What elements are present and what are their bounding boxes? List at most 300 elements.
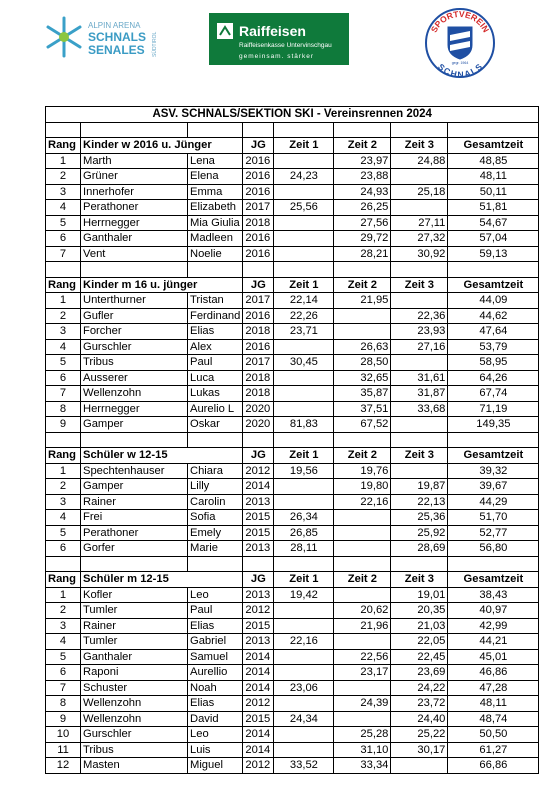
year-cell: 2016 (243, 169, 274, 185)
zeit3-header: Zeit 3 (391, 138, 448, 154)
zeit3-cell (391, 200, 448, 216)
table-row (46, 355, 539, 371)
total-cell: 48,11 (448, 169, 539, 185)
lastname-cell: Marth (81, 153, 188, 169)
zeit1-cell: 26,34 (274, 510, 334, 526)
total-cell: 54,67 (448, 215, 539, 231)
sv-bottom: SCHNALS (436, 61, 484, 79)
zeit3-cell: 27,16 (391, 339, 448, 355)
lastname-cell: Frei (81, 510, 188, 526)
year-cell: 2013 (243, 587, 274, 603)
zeit2-cell: 23,17 (334, 665, 391, 681)
total-cell: 61,27 (448, 742, 539, 758)
empty-cell (334, 122, 391, 138)
page-title: ASV. SCHNALS/SEKTION SKI - Vereinsrennen 2024 (46, 107, 539, 123)
firstname-cell: Oskar (188, 417, 243, 433)
total-cell: 56,80 (448, 541, 539, 557)
table-row (46, 525, 539, 541)
table-row (46, 618, 539, 634)
zeit2-cell: 19,80 (334, 479, 391, 495)
rank-cell: 5 (46, 525, 81, 541)
jg-header: JG (243, 138, 274, 154)
zeit1-cell (274, 153, 334, 169)
rank-cell: 7 (46, 680, 81, 696)
zeit1-cell (274, 603, 334, 619)
total-cell: 44,29 (448, 494, 539, 510)
rank-cell: 3 (46, 618, 81, 634)
zeit2-cell: 28,21 (334, 246, 391, 262)
lastname-cell: Wellenzohn (81, 711, 188, 727)
total-cell: 51,81 (448, 200, 539, 216)
year-cell: 2013 (243, 541, 274, 557)
total-cell: 44,62 (448, 308, 539, 324)
total-cell: 57,04 (448, 231, 539, 247)
zeit2-cell (334, 634, 391, 650)
zeit3-cell: 24,88 (391, 153, 448, 169)
firstname-cell: Noah (188, 680, 243, 696)
zeit2-cell: 27,56 (334, 215, 391, 231)
total-cell: 64,26 (448, 370, 539, 386)
zeit2-header: Zeit 2 (334, 572, 391, 588)
lastname-cell: Gorfer (81, 541, 188, 557)
year-cell: 2016 (243, 184, 274, 200)
total-cell: 71,19 (448, 401, 539, 417)
zeit3-cell: 22,36 (391, 308, 448, 324)
total-cell: 38,43 (448, 587, 539, 603)
total-cell: 40,97 (448, 603, 539, 619)
rank-cell: 10 (46, 727, 81, 743)
firstname-cell: Emely (188, 525, 243, 541)
rank-cell: 1 (46, 293, 81, 309)
table-row (46, 680, 539, 696)
zeit1-cell (274, 215, 334, 231)
rank-cell: 2 (46, 169, 81, 185)
title-row (46, 107, 539, 123)
table-row (46, 696, 539, 712)
rank-cell: 1 (46, 587, 81, 603)
table-row (46, 324, 539, 340)
empty-cell (243, 262, 274, 278)
raiffeisen-bank: Raiffeisenkasse Untervinschgau (239, 42, 332, 49)
zeit2-cell: 33,34 (334, 758, 391, 774)
lastname-cell: Gamper (81, 479, 188, 495)
rank-cell: 5 (46, 649, 81, 665)
zeit3-cell: 24,40 (391, 711, 448, 727)
zeit1-cell (274, 696, 334, 712)
spacer-row (46, 122, 539, 138)
empty-cell (274, 262, 334, 278)
zeit1-cell: 24,23 (274, 169, 334, 185)
table-row (46, 246, 539, 262)
firstname-cell: Elizabeth (188, 200, 243, 216)
table-row (46, 169, 539, 185)
raiffeisen-logo (209, 13, 349, 65)
zeit2-header: Zeit 2 (334, 448, 391, 464)
raiffeisen-name: Raiffeisen (239, 23, 306, 39)
lastname-cell: Perathoner (81, 525, 188, 541)
group-header-row (46, 138, 539, 154)
zeit2-cell (334, 510, 391, 526)
total-cell: 39,32 (448, 463, 539, 479)
zeit3-cell: 22,45 (391, 649, 448, 665)
jg-header: JG (243, 277, 274, 293)
year-cell: 2016 (243, 231, 274, 247)
empty-cell (274, 122, 334, 138)
firstname-cell: Paul (188, 603, 243, 619)
category-title: Schüler m 12-15 (81, 572, 243, 588)
zeit3-cell: 31,87 (391, 386, 448, 402)
zeit2-cell: 35,87 (334, 386, 391, 402)
zeit3-cell: 25,22 (391, 727, 448, 743)
rang-header: Rang (46, 138, 81, 154)
sv-year: gegr. 1964 (451, 61, 469, 65)
zeit3-cell (391, 758, 448, 774)
empty-cell (46, 556, 81, 572)
lastname-cell: Masten (81, 758, 188, 774)
firstname-cell: Alex (188, 339, 243, 355)
empty-cell (274, 432, 334, 448)
zeit2-cell: 31,10 (334, 742, 391, 758)
zeit2-cell: 24,93 (334, 184, 391, 200)
zeit3-cell: 23,72 (391, 696, 448, 712)
empty-cell (46, 262, 81, 278)
zeit2-cell: 22,16 (334, 494, 391, 510)
year-cell: 2017 (243, 355, 274, 371)
lastname-cell: Perathoner (81, 200, 188, 216)
zeit1-cell: 25,56 (274, 200, 334, 216)
group-header-row (46, 448, 539, 464)
lastname-cell: Schuster (81, 680, 188, 696)
empty-cell (391, 432, 448, 448)
year-cell: 2015 (243, 525, 274, 541)
empty-cell (81, 262, 188, 278)
lastname-cell: Ganthaler (81, 231, 188, 247)
table-row (46, 587, 539, 603)
firstname-cell: Mia Giulia (188, 215, 243, 231)
total-header: Gesamtzeit (448, 138, 539, 154)
empty-cell (81, 432, 188, 448)
rang-header: Rang (46, 572, 81, 588)
zeit3-cell (391, 169, 448, 185)
table-row (46, 339, 539, 355)
empty-cell (448, 556, 539, 572)
zeit3-cell: 30,17 (391, 742, 448, 758)
rank-cell: 8 (46, 401, 81, 417)
year-cell: 2018 (243, 386, 274, 402)
table-row (46, 231, 539, 247)
zeit1-cell (274, 665, 334, 681)
zeit1-cell: 22,14 (274, 293, 334, 309)
year-cell: 2014 (243, 665, 274, 681)
firstname-cell: Paul (188, 355, 243, 371)
empty-cell (46, 432, 81, 448)
year-cell: 2020 (243, 417, 274, 433)
rank-cell: 3 (46, 324, 81, 340)
total-cell: 47,64 (448, 324, 539, 340)
zeit1-cell (274, 339, 334, 355)
zeit2-cell: 24,39 (334, 696, 391, 712)
zeit3-cell: 23,93 (391, 324, 448, 340)
year-cell: 2018 (243, 324, 274, 340)
lastname-cell: Grüner (81, 169, 188, 185)
zeit3-cell: 24,22 (391, 680, 448, 696)
year-cell: 2016 (243, 308, 274, 324)
lastname-cell: Ganthaler (81, 649, 188, 665)
firstname-cell: Luca (188, 370, 243, 386)
year-cell: 2017 (243, 200, 274, 216)
lastname-cell: Rainer (81, 618, 188, 634)
group-header-row (46, 277, 539, 293)
zeit2-cell: 32,65 (334, 370, 391, 386)
empty-cell (391, 122, 448, 138)
empty-cell (81, 556, 188, 572)
total-cell: 39,67 (448, 479, 539, 495)
lastname-cell: Tumler (81, 603, 188, 619)
year-cell: 2016 (243, 153, 274, 169)
total-cell: 53,79 (448, 339, 539, 355)
category-title: Kinder m 16 u. jünger (81, 277, 243, 293)
jg-header: JG (243, 572, 274, 588)
table-row (46, 184, 539, 200)
total-cell: 45,01 (448, 649, 539, 665)
firstname-cell: Leo (188, 587, 243, 603)
zeit2-cell: 23,88 (334, 169, 391, 185)
zeit3-cell: 27,11 (391, 215, 448, 231)
zeit3-cell (391, 417, 448, 433)
zeit1-cell: 33,52 (274, 758, 334, 774)
zeit3-cell: 19,01 (391, 587, 448, 603)
table-row (46, 463, 539, 479)
firstname-cell: Gabriel (188, 634, 243, 650)
zeit2-cell (334, 587, 391, 603)
rank-cell: 1 (46, 153, 81, 169)
table-row (46, 417, 539, 433)
zeit3-cell: 33,68 (391, 401, 448, 417)
firstname-cell: Lilly (188, 479, 243, 495)
zeit2-cell: 67,52 (334, 417, 391, 433)
lastname-cell: Wellenzohn (81, 386, 188, 402)
rank-cell: 6 (46, 231, 81, 247)
total-header: Gesamtzeit (448, 572, 539, 588)
year-cell: 2013 (243, 494, 274, 510)
zeit1-header: Zeit 1 (274, 448, 334, 464)
zeit1-cell: 22,16 (274, 634, 334, 650)
firstname-cell: Emma (188, 184, 243, 200)
total-cell: 50,50 (448, 727, 539, 743)
rank-cell: 5 (46, 215, 81, 231)
zeit1-cell: 19,56 (274, 463, 334, 479)
rank-cell: 2 (46, 479, 81, 495)
table-row (46, 758, 539, 774)
empty-cell (188, 262, 243, 278)
zeit2-cell: 26,63 (334, 339, 391, 355)
table-row (46, 711, 539, 727)
firstname-cell: Marie (188, 541, 243, 557)
raiffeisen-gable-icon (217, 23, 233, 39)
zeit3-cell: 30,92 (391, 246, 448, 262)
zeit1-cell (274, 479, 334, 495)
zeit2-cell: 37,51 (334, 401, 391, 417)
zeit3-cell: 25,18 (391, 184, 448, 200)
table-row (46, 200, 539, 216)
empty-cell (188, 432, 243, 448)
firstname-cell: Samuel (188, 649, 243, 665)
firstname-cell: Noelie (188, 246, 243, 262)
firstname-cell: Elias (188, 696, 243, 712)
total-cell: 44,21 (448, 634, 539, 650)
rank-cell: 5 (46, 355, 81, 371)
firstname-cell: Ferdinand (188, 308, 243, 324)
rank-cell: 2 (46, 308, 81, 324)
rank-cell: 6 (46, 370, 81, 386)
sportverein-logo (424, 7, 496, 79)
total-cell: 48,74 (448, 711, 539, 727)
firstname-cell: Madleen (188, 231, 243, 247)
zeit3-cell: 20,35 (391, 603, 448, 619)
lastname-cell: Herrnegger (81, 215, 188, 231)
zeit1-cell: 24,34 (274, 711, 334, 727)
zeit1-header: Zeit 1 (274, 572, 334, 588)
table-row (46, 649, 539, 665)
zeit2-cell (334, 308, 391, 324)
firstname-cell: Elias (188, 324, 243, 340)
year-cell: 2016 (243, 246, 274, 262)
empty-cell (448, 262, 539, 278)
lastname-cell: Vent (81, 246, 188, 262)
arena-line1: ALPIN ARENA (88, 21, 141, 30)
category-title: Kinder w 2016 u. Jünger (81, 138, 243, 154)
zeit2-cell (334, 324, 391, 340)
firstname-cell: Lena (188, 153, 243, 169)
year-cell: 2015 (243, 510, 274, 526)
lastname-cell: Gufler (81, 308, 188, 324)
firstname-cell: Aurelio L (188, 401, 243, 417)
table-row (46, 541, 539, 557)
year-cell: 2020 (243, 401, 274, 417)
rank-cell: 7 (46, 246, 81, 262)
raiffeisen-slogan: gemeinsam. stärker (239, 53, 315, 60)
rank-cell: 7 (46, 386, 81, 402)
year-cell: 2016 (243, 339, 274, 355)
year-cell: 2014 (243, 479, 274, 495)
spacer-row (46, 262, 539, 278)
rank-cell: 4 (46, 634, 81, 650)
total-cell: 51,70 (448, 510, 539, 526)
zeit3-cell: 23,69 (391, 665, 448, 681)
total-cell: 46,86 (448, 665, 539, 681)
zeit1-cell: 22,26 (274, 308, 334, 324)
zeit2-cell (334, 541, 391, 557)
zeit2-header: Zeit 2 (334, 138, 391, 154)
zeit2-cell: 21,95 (334, 293, 391, 309)
year-cell: 2017 (243, 293, 274, 309)
total-cell: 59,13 (448, 246, 539, 262)
zeit3-cell: 28,69 (391, 541, 448, 557)
zeit1-header: Zeit 1 (274, 277, 334, 293)
rank-cell: 6 (46, 541, 81, 557)
zeit2-header: Zeit 2 (334, 277, 391, 293)
firstname-cell: Aurellio (188, 665, 243, 681)
zeit1-cell (274, 494, 334, 510)
total-cell: 50,11 (448, 184, 539, 200)
total-cell: 42,99 (448, 618, 539, 634)
zeit2-cell: 20,62 (334, 603, 391, 619)
empty-cell (448, 122, 539, 138)
zeit1-cell: 23,71 (274, 324, 334, 340)
empty-cell (243, 432, 274, 448)
rank-cell: 4 (46, 339, 81, 355)
total-cell: 52,77 (448, 525, 539, 541)
empty-cell (243, 556, 274, 572)
table-row (46, 215, 539, 231)
zeit3-cell (391, 293, 448, 309)
alpin-arena-logo (44, 12, 164, 62)
empty-cell (81, 122, 188, 138)
table-row (46, 153, 539, 169)
zeit1-cell: 81,83 (274, 417, 334, 433)
total-cell: 48,85 (448, 153, 539, 169)
zeit3-cell: 25,36 (391, 510, 448, 526)
zeit1-header: Zeit 1 (274, 138, 334, 154)
table-row (46, 293, 539, 309)
empty-cell (334, 556, 391, 572)
zeit3-cell: 27,32 (391, 231, 448, 247)
empty-cell (334, 262, 391, 278)
empty-cell (334, 432, 391, 448)
year-cell: 2014 (243, 727, 274, 743)
year-cell: 2015 (243, 618, 274, 634)
zeit1-cell (274, 386, 334, 402)
zeit3-cell: 22,13 (391, 494, 448, 510)
lastname-cell: Tribus (81, 355, 188, 371)
lastname-cell: Kofler (81, 587, 188, 603)
table-row (46, 634, 539, 650)
empty-cell (243, 122, 274, 138)
zeit2-cell: 21,96 (334, 618, 391, 634)
total-cell: 66,86 (448, 758, 539, 774)
empty-cell (188, 556, 243, 572)
firstname-cell: Lukas (188, 386, 243, 402)
lastname-cell: Gurschler (81, 727, 188, 743)
table-row (46, 308, 539, 324)
year-cell: 2015 (243, 711, 274, 727)
arena-line2: SCHNALS (88, 30, 147, 44)
empty-cell (391, 262, 448, 278)
zeit3-header: Zeit 3 (391, 448, 448, 464)
zeit1-cell (274, 401, 334, 417)
lastname-cell: Tribus (81, 742, 188, 758)
zeit1-cell: 30,45 (274, 355, 334, 371)
total-cell: 48,11 (448, 696, 539, 712)
year-cell: 2018 (243, 370, 274, 386)
zeit2-cell (334, 680, 391, 696)
year-cell: 2012 (243, 603, 274, 619)
year-cell: 2014 (243, 742, 274, 758)
group-header-row (46, 572, 539, 588)
firstname-cell: Miguel (188, 758, 243, 774)
table-row (46, 386, 539, 402)
year-cell: 2012 (243, 696, 274, 712)
table-row (46, 479, 539, 495)
zeit3-header: Zeit 3 (391, 572, 448, 588)
rang-header: Rang (46, 277, 81, 293)
firstname-cell: Sofia (188, 510, 243, 526)
empty-cell (391, 556, 448, 572)
zeit1-cell (274, 246, 334, 262)
zeit1-cell: 28,11 (274, 541, 334, 557)
firstname-cell: Leo (188, 727, 243, 743)
firstname-cell: Elias (188, 618, 243, 634)
